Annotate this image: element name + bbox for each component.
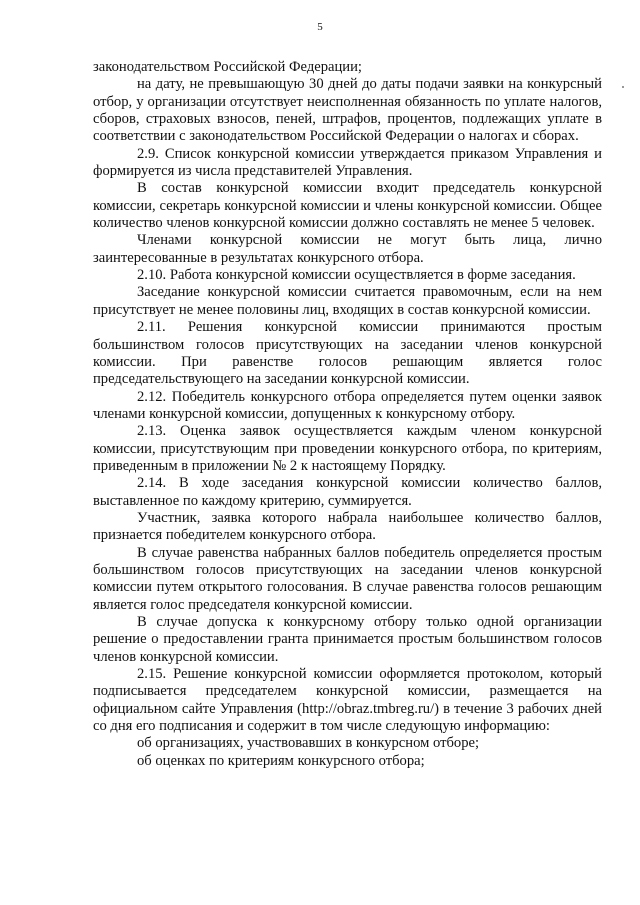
page-number: 5 — [317, 21, 323, 33]
document-body — [93, 59, 602, 770]
paragraph-2-13: 2.13. Оценка заявок осуществляется каждым членом конкурсной комиссии, присутствующим при проведении конкурсного отбора, по критериям, приведенным в приложении № 2 к настоящему Порядку. — [93, 423, 602, 474]
paragraph-commission-members: Членами конкурсной комиссии не могут быть лица, лично заинтересованные в результатах конкурсного отбора. — [93, 232, 602, 266]
scan-dot-mark — [622, 86, 624, 88]
paragraph-commission-composition: В состав конкурсной комиссии входит председатель конкурсной комиссии, секретарь конкурсной комиссии и члены конкурсной комиссии. Общее количество членов конкурсной комиссии должно составлять не менее 5 человек. — [93, 180, 602, 232]
paragraph-2-9: 2.9. Список конкурсной комиссии утверждается приказом Управления и формируется из числа представителей Управления. — [93, 145, 602, 180]
paragraph-equal-scores: В случае равенства набранных баллов победитель определяется простым большинством голосов присутствующих на заседании членов конкурсной комиссии путем открытого голосования. В случае равенства голосов решающим является голос председателя конкурсной комиссии. — [93, 544, 602, 613]
list-item-participants: об организациях, участвовавших в конкурсном отборе; — [137, 735, 480, 752]
paragraph-2-15: 2.15. Решение конкурсной комиссии оформляется протоколом, который подписывается председателем конкурсной комиссии, размещается на официальном сайте Управления (http://obraz.tmbreg.ru/) в течение 3 рабочих дней со дня его подписания и содержит в том числе следующую информацию: — [93, 666, 602, 735]
paragraph-law-continuation: законодательством Российской Федерации; — [93, 59, 362, 75]
list-item-criteria-scores: об оценках по критериям конкурсного отбора; — [137, 752, 425, 769]
paragraph-2-14: 2.14. В ходе заседания конкурсной комиссии количество баллов, выставленное по каждому критерию, суммируется. — [93, 475, 602, 509]
paragraph-quorum: Заседание конкурсной комиссии считается правомочным, если на нем присутствует не менее половины лиц, входящих в состав конкурсной комиссии. — [93, 284, 602, 318]
paragraph-2-12: 2.12. Победитель конкурсного отбора определяется путем оценки заявок членами конкурсной комиссии, допущенных к конкурсному отбору. — [93, 388, 602, 422]
paragraph-tax-obligation: на дату, не превышающую 30 дней до даты подачи заявки на конкурсный отбор, у организации отсутствует неисполненная обязанность по уплате налогов, сборов, страховых взносов, пеней, штрафов, процентов, подлежащих уплате в соответствии с законодательством Российской Федерации о налогах и сборах. — [93, 76, 602, 145]
paragraph-winner: Участник, заявка которого набрала наибольшее количество баллов, признается победителем конкурсного отбора. — [93, 509, 602, 544]
paragraph-single-organization: В случае допуска к конкурсному отбору только одной организации решение о предоставлении гранта принимается простым большинством голосов членов конкурсной комиссии. — [93, 614, 602, 665]
paragraph-2-11: 2.11. Решения конкурсной комиссии принимаются простым большинством голосов присутствующих на заседании членов конкурсной комиссии. При равенстве голосов решающим является голос председательствующего на заседании конкурсной комиссии. — [93, 319, 602, 388]
paragraph-2-10: 2.10. Работа конкурсной комиссии осуществляется в форме заседания. — [137, 267, 576, 284]
